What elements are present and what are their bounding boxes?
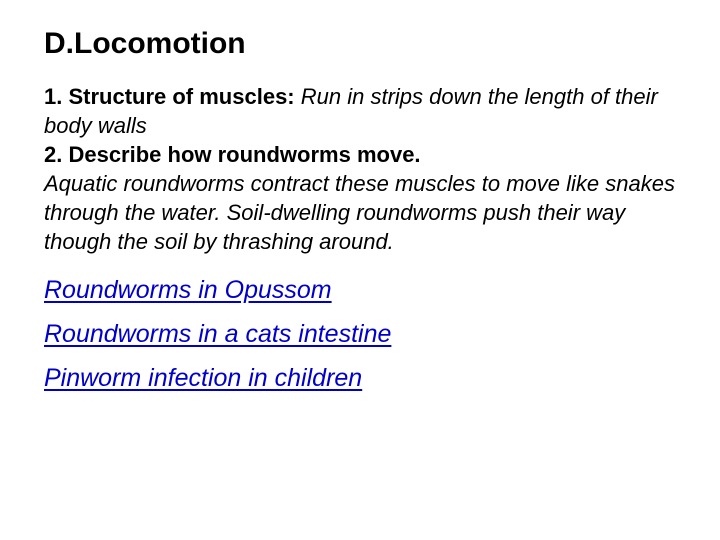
video-links [44, 268, 690, 400]
question-1-answer: Run in strips down the length of their body walls [44, 84, 658, 138]
link-roundworms-opussom[interactable]: Roundworms in Opussom [44, 276, 332, 304]
slide-body [44, 82, 690, 256]
question-2-answer: Aquatic roundworms contract these muscles to move like snakes through the water. Soil-dwelling roundworms push their way though the soil by thrashing around. [44, 171, 675, 254]
link-pinworm-infection[interactable]: Pinworm infection in children [44, 364, 363, 392]
link-roundworms-cat-intestine[interactable]: Roundworms in a cats intestine [44, 320, 392, 348]
question-1 [44, 82, 690, 140]
slide-title: D.Locomotion [44, 27, 246, 60]
question-2-label: 2. Describe how roundworms move. [44, 142, 421, 167]
question-2 [44, 140, 690, 169]
question-1-label: 1. Structure of muscles: [44, 84, 295, 109]
